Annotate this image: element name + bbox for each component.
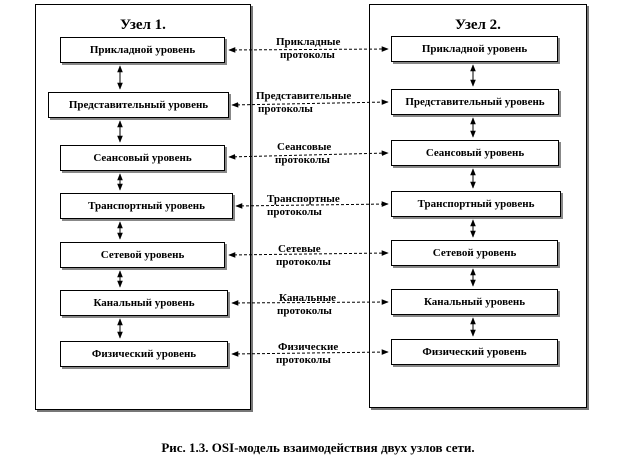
node1-layer-datalink: Канальный уровень xyxy=(60,290,228,316)
peer-arrow-datalink xyxy=(232,302,388,303)
node2-layer-transport: Транспортный уровень xyxy=(391,191,561,217)
node1-layer-application: Прикладной уровень xyxy=(60,37,225,63)
node1-layer-network: Сетевой уровень xyxy=(60,242,225,268)
peer-arrow-network xyxy=(229,253,388,255)
protocol-physical-line2: протоколы xyxy=(276,354,331,366)
protocol-physical-line1: Физические xyxy=(278,341,339,353)
node1-layer-transport: Транспортный уровень xyxy=(60,193,233,219)
node1-layer-session: Сеансовый уровень xyxy=(60,145,225,171)
node2-layer-datalink: Канальный уровень xyxy=(391,289,558,315)
figure-caption: Рис. 1.3. OSI-модель взаимодействия двух узлов сети. xyxy=(161,440,475,455)
node1-layer-presentation: Представительный уровень xyxy=(48,92,229,118)
node-2-title: Узел 2. xyxy=(455,17,501,33)
node1-layer-physical: Физический уровень xyxy=(60,341,228,367)
node-1-title: Узел 1. xyxy=(120,17,166,33)
node2-layer-physical: Физический уровень xyxy=(391,339,558,365)
peer-arrow-session xyxy=(229,153,388,157)
protocol-session-line1: Сеансовые xyxy=(277,141,332,153)
protocol-network-line1: Сетевые xyxy=(278,243,321,255)
node2-layer-application: Прикладной уровень xyxy=(391,36,558,62)
protocol-transport-line1: Транспортные xyxy=(267,193,340,205)
protocol-datalink-line2: протоколы xyxy=(277,305,332,317)
node2-layer-presentation: Представительный уровень xyxy=(391,89,559,115)
protocol-datalink-line1: Канальные xyxy=(279,292,337,304)
node2-layer-network: Сетевой уровень xyxy=(391,240,558,266)
protocol-application-line1: Прикладные xyxy=(276,36,341,48)
node2-layer-session: Сеансовый уровень xyxy=(391,140,559,166)
peer-arrow-presentation xyxy=(232,102,388,105)
peer-arrow-transport xyxy=(236,204,388,206)
protocol-transport-line2: протоколы xyxy=(267,206,322,218)
protocol-presentation-line1: Представительные xyxy=(256,90,352,102)
protocol-presentation-line2: протоколы xyxy=(258,103,313,115)
protocol-session-line2: протоколы xyxy=(275,154,330,166)
peer-arrow-application xyxy=(229,49,388,50)
peer-arrow-physical xyxy=(232,352,388,354)
protocol-network-line2: протоколы xyxy=(276,256,331,268)
protocol-application-line2: протоколы xyxy=(280,49,335,61)
